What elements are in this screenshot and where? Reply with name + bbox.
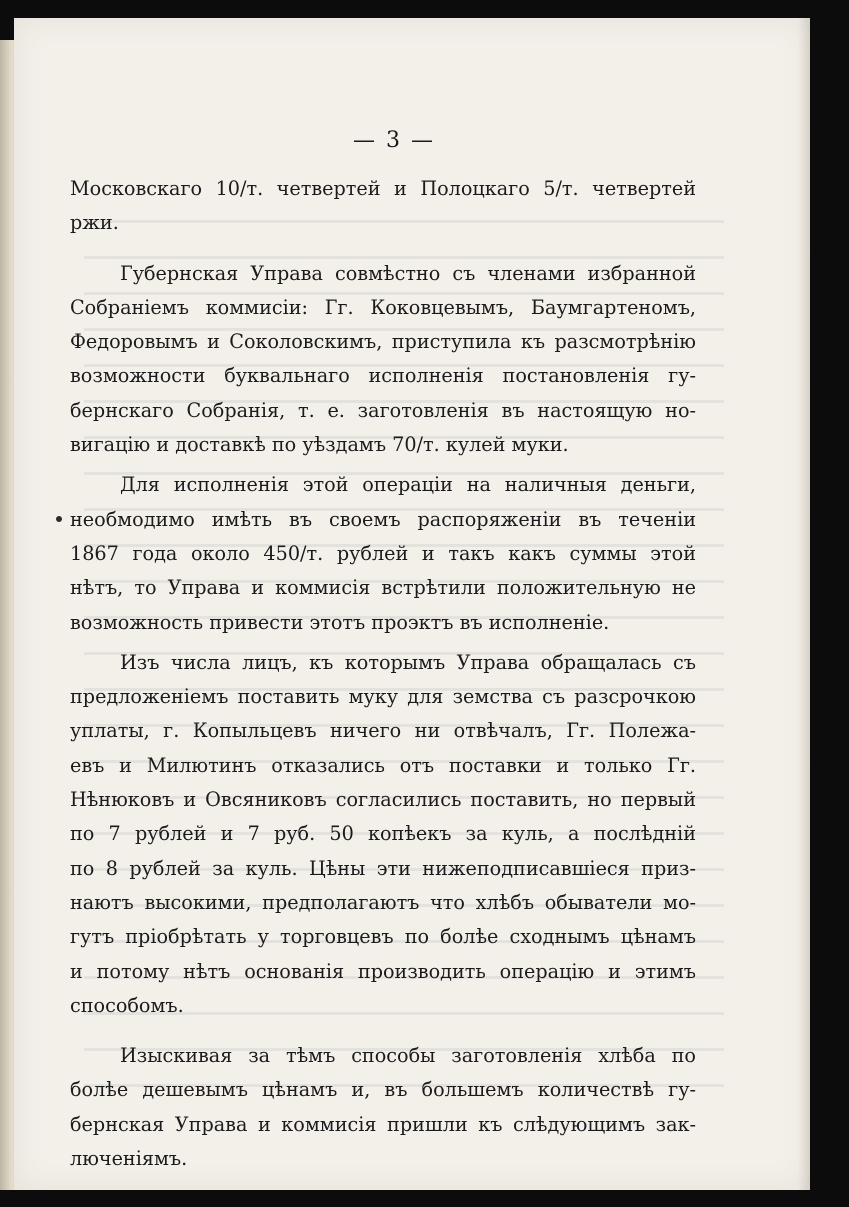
text-line: Собраніемъ коммисіи: Гг. Коковцевымъ, Баумгартеномъ, [70, 295, 696, 319]
paragraph [70, 646, 696, 1023]
text-line: евъ и Милютинъ отказались отъ поставки и только Гг. [70, 753, 696, 777]
page-number: — 3 — [353, 128, 435, 153]
text-line: возможности буквальнаго исполненія постановленія гу- [70, 364, 696, 388]
text-line: вигацію и доставкѣ по уѣздамъ 70/т. кулей муки. [70, 433, 569, 457]
ink-spot [56, 516, 62, 522]
text-line: предложеніемъ поставить муку для земства съ разсрочкою [70, 685, 696, 709]
text-line: Московскаго 10/т. четвертей и Полоцкаго 5/т. четвертей [70, 177, 696, 200]
text-line: Изъ числа лицъ, къ которымъ Управа обращалась съ [120, 650, 696, 674]
page-shadow [798, 18, 810, 1190]
text-line: Изыскивая за тѣмъ способы заготовленія хлѣба по [120, 1044, 696, 1068]
text-line: ржи. [70, 211, 119, 235]
text-line: Нѣнюковъ и Овсяниковъ согласились поставить, но первый [70, 788, 696, 812]
text-line: Для исполненія этой операціи на наличныя деньги, [120, 473, 696, 497]
body-text [70, 172, 696, 1176]
text-line: 1867 года около 450/т. рублей и такъ какъ суммы этой [70, 541, 696, 565]
paragraph [70, 257, 696, 463]
text-line: бернская Управа и коммисія пришли къ слѣдующимъ зак- [70, 1112, 696, 1136]
text-line: болѣе дешевымъ цѣнамъ и, въ большемъ количествѣ гу- [70, 1078, 696, 1102]
text-line: бернскаго Собранія, т. е. заготовленія въ настоящую но- [70, 398, 696, 422]
text-line: и потому нѣтъ основанія производить операцію и этимъ [70, 959, 696, 983]
text-line: нѣтъ, то Управа и коммисія встрѣтили положительную не [70, 576, 696, 600]
text-line: по 7 рублей и 7 руб. 50 копѣекъ за куль, а послѣдній [70, 822, 696, 846]
text-line: гутъ пріобрѣтать у торговцевъ по болѣе сходнымъ цѣнамъ [70, 925, 696, 949]
text-line: необмодимо имѣть въ своемъ распоряженіи въ теченіи [70, 507, 696, 531]
text-line: Губернская Управа совмѣстно съ членами избранной [120, 261, 696, 285]
paragraph [70, 468, 696, 639]
text-line: наютъ высокими, предполагаютъ что хлѣбъ обыватели мо- [70, 890, 696, 914]
text-line: люченіямъ. [70, 1147, 188, 1171]
text-line: по 8 рублей за куль. Цѣны эти нижеподписавшіеся приз- [70, 856, 696, 880]
paragraph [70, 172, 696, 241]
text-line: возможность привести этотъ проэктъ въ исполненіе. [70, 610, 610, 634]
text-line: Федоровымъ и Соколовскимъ, приступила къ разсмотрѣнію [70, 330, 696, 354]
text-line: способомъ. [70, 993, 184, 1017]
text-line: уплаты, г. Копыльцевъ ничего ни отвѣчалъ, Гг. Полежа- [70, 719, 696, 743]
paragraph [70, 1039, 696, 1176]
